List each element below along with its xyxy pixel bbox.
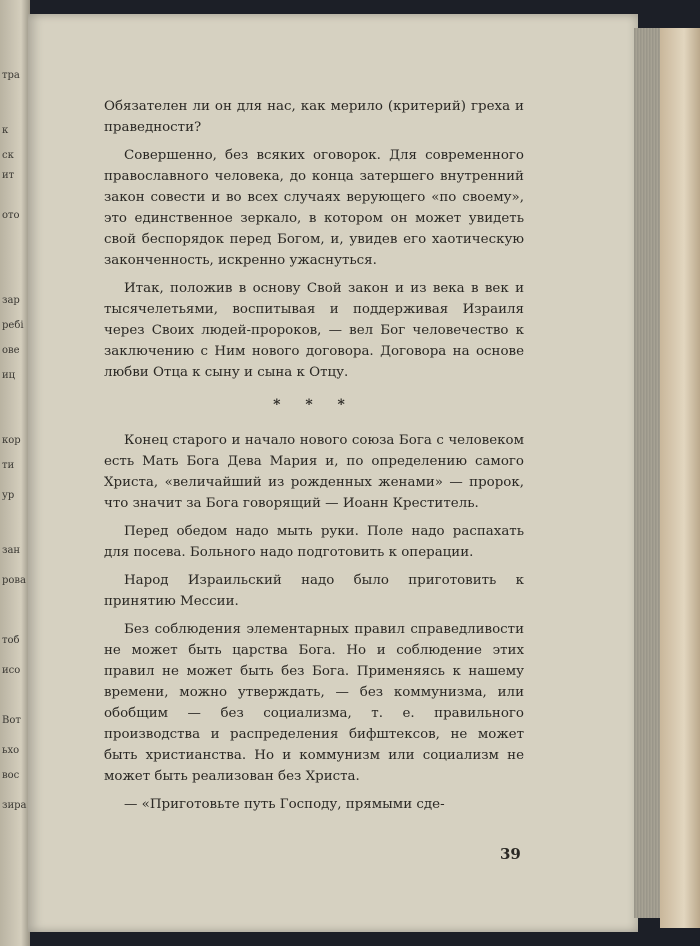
left-page-fragment: вос [2, 770, 20, 781]
paragraph: Перед обедом надо мыть руки. Поле надо распахать для посева. Больного надо подготовить к операции. [104, 524, 524, 560]
left-page-fragment: ск [2, 150, 14, 161]
left-page-fragment: ьхо [2, 745, 20, 756]
left-page-fragment: Вот [2, 715, 21, 726]
left-page-fragment: ит [2, 170, 15, 181]
paragraph: Конец старого и начало нового союза Бога с человеком есть Мать Бога Дева Мария и, по определению самого Христа, «величайший из рожденных женами» — пророк, что значит за Бога говорящий — Иоанн Креститель. [104, 433, 524, 511]
book-cover-edge [660, 28, 700, 928]
left-page-fragment: ти [2, 460, 15, 471]
left-page-fragment: зар [2, 295, 20, 306]
left-page-fragment: ур [2, 490, 15, 501]
page-text [104, 96, 524, 822]
left-page-fragment: тра [2, 70, 20, 81]
paragraph: Без соблюдения элементарных правил справедливости не может быть царства Бога. Но и соблюдение этих правил не может быть без Бога. Применяясь к нашему времени, можно утверждать, — без коммунизма, или обобщим — без социализма, т. е. правильного производства и распределения бифштексов, не может быть христианства. Но и коммунизм или социализм не может быть реализован без Христа. [104, 622, 524, 784]
left-page-fragment: зира [2, 800, 27, 811]
paragraph: Обязателен ли он для нас, как мерило (критерий) греха и праведности? [104, 99, 524, 135]
left-page-fragment: тоб [2, 635, 20, 646]
paragraph: Совершенно, без всяких оговорок. Для современного православного человека, до конца затершего внутренний закон совести и во всех случаях верующего «по своему», это единственное зеркало, в котором он может увидеть свой беспорядок перед Богом, и, увидев его хаотическую законченность, искренно ужаснуться. [104, 148, 524, 268]
paragraph: — «Приготовьте путь Господу, прямыми сде- [124, 797, 445, 812]
left-page-fragment: к [2, 125, 9, 136]
left-page-fragment: ове [2, 345, 20, 356]
paragraph: Итак, положив в основу Свой закон и из века в век и тысячелетьями, воспитывая и поддерживая Израиля через Своих людей-пророков, — вел Бог человечество к заключению с Ним нового договора. Договора на основе любви Отца к сыну и сына к Отцу. [104, 281, 524, 380]
left-page-fragment: иц [2, 370, 16, 381]
left-page-fragment: ото [2, 210, 20, 221]
left-page-edge [0, 0, 30, 946]
left-page-fragment: исо [2, 665, 21, 676]
left-page-fragment: ребі [2, 320, 24, 331]
section-separator: * * * [273, 397, 355, 413]
page-number: 39 [500, 845, 521, 863]
left-page-fragment: зан [2, 545, 21, 556]
left-page-fragment: рова [2, 575, 27, 586]
left-page-fragment: кор [2, 435, 21, 446]
paragraph: Народ Израильский надо было приготовить к принятию Мессии. [104, 573, 524, 609]
